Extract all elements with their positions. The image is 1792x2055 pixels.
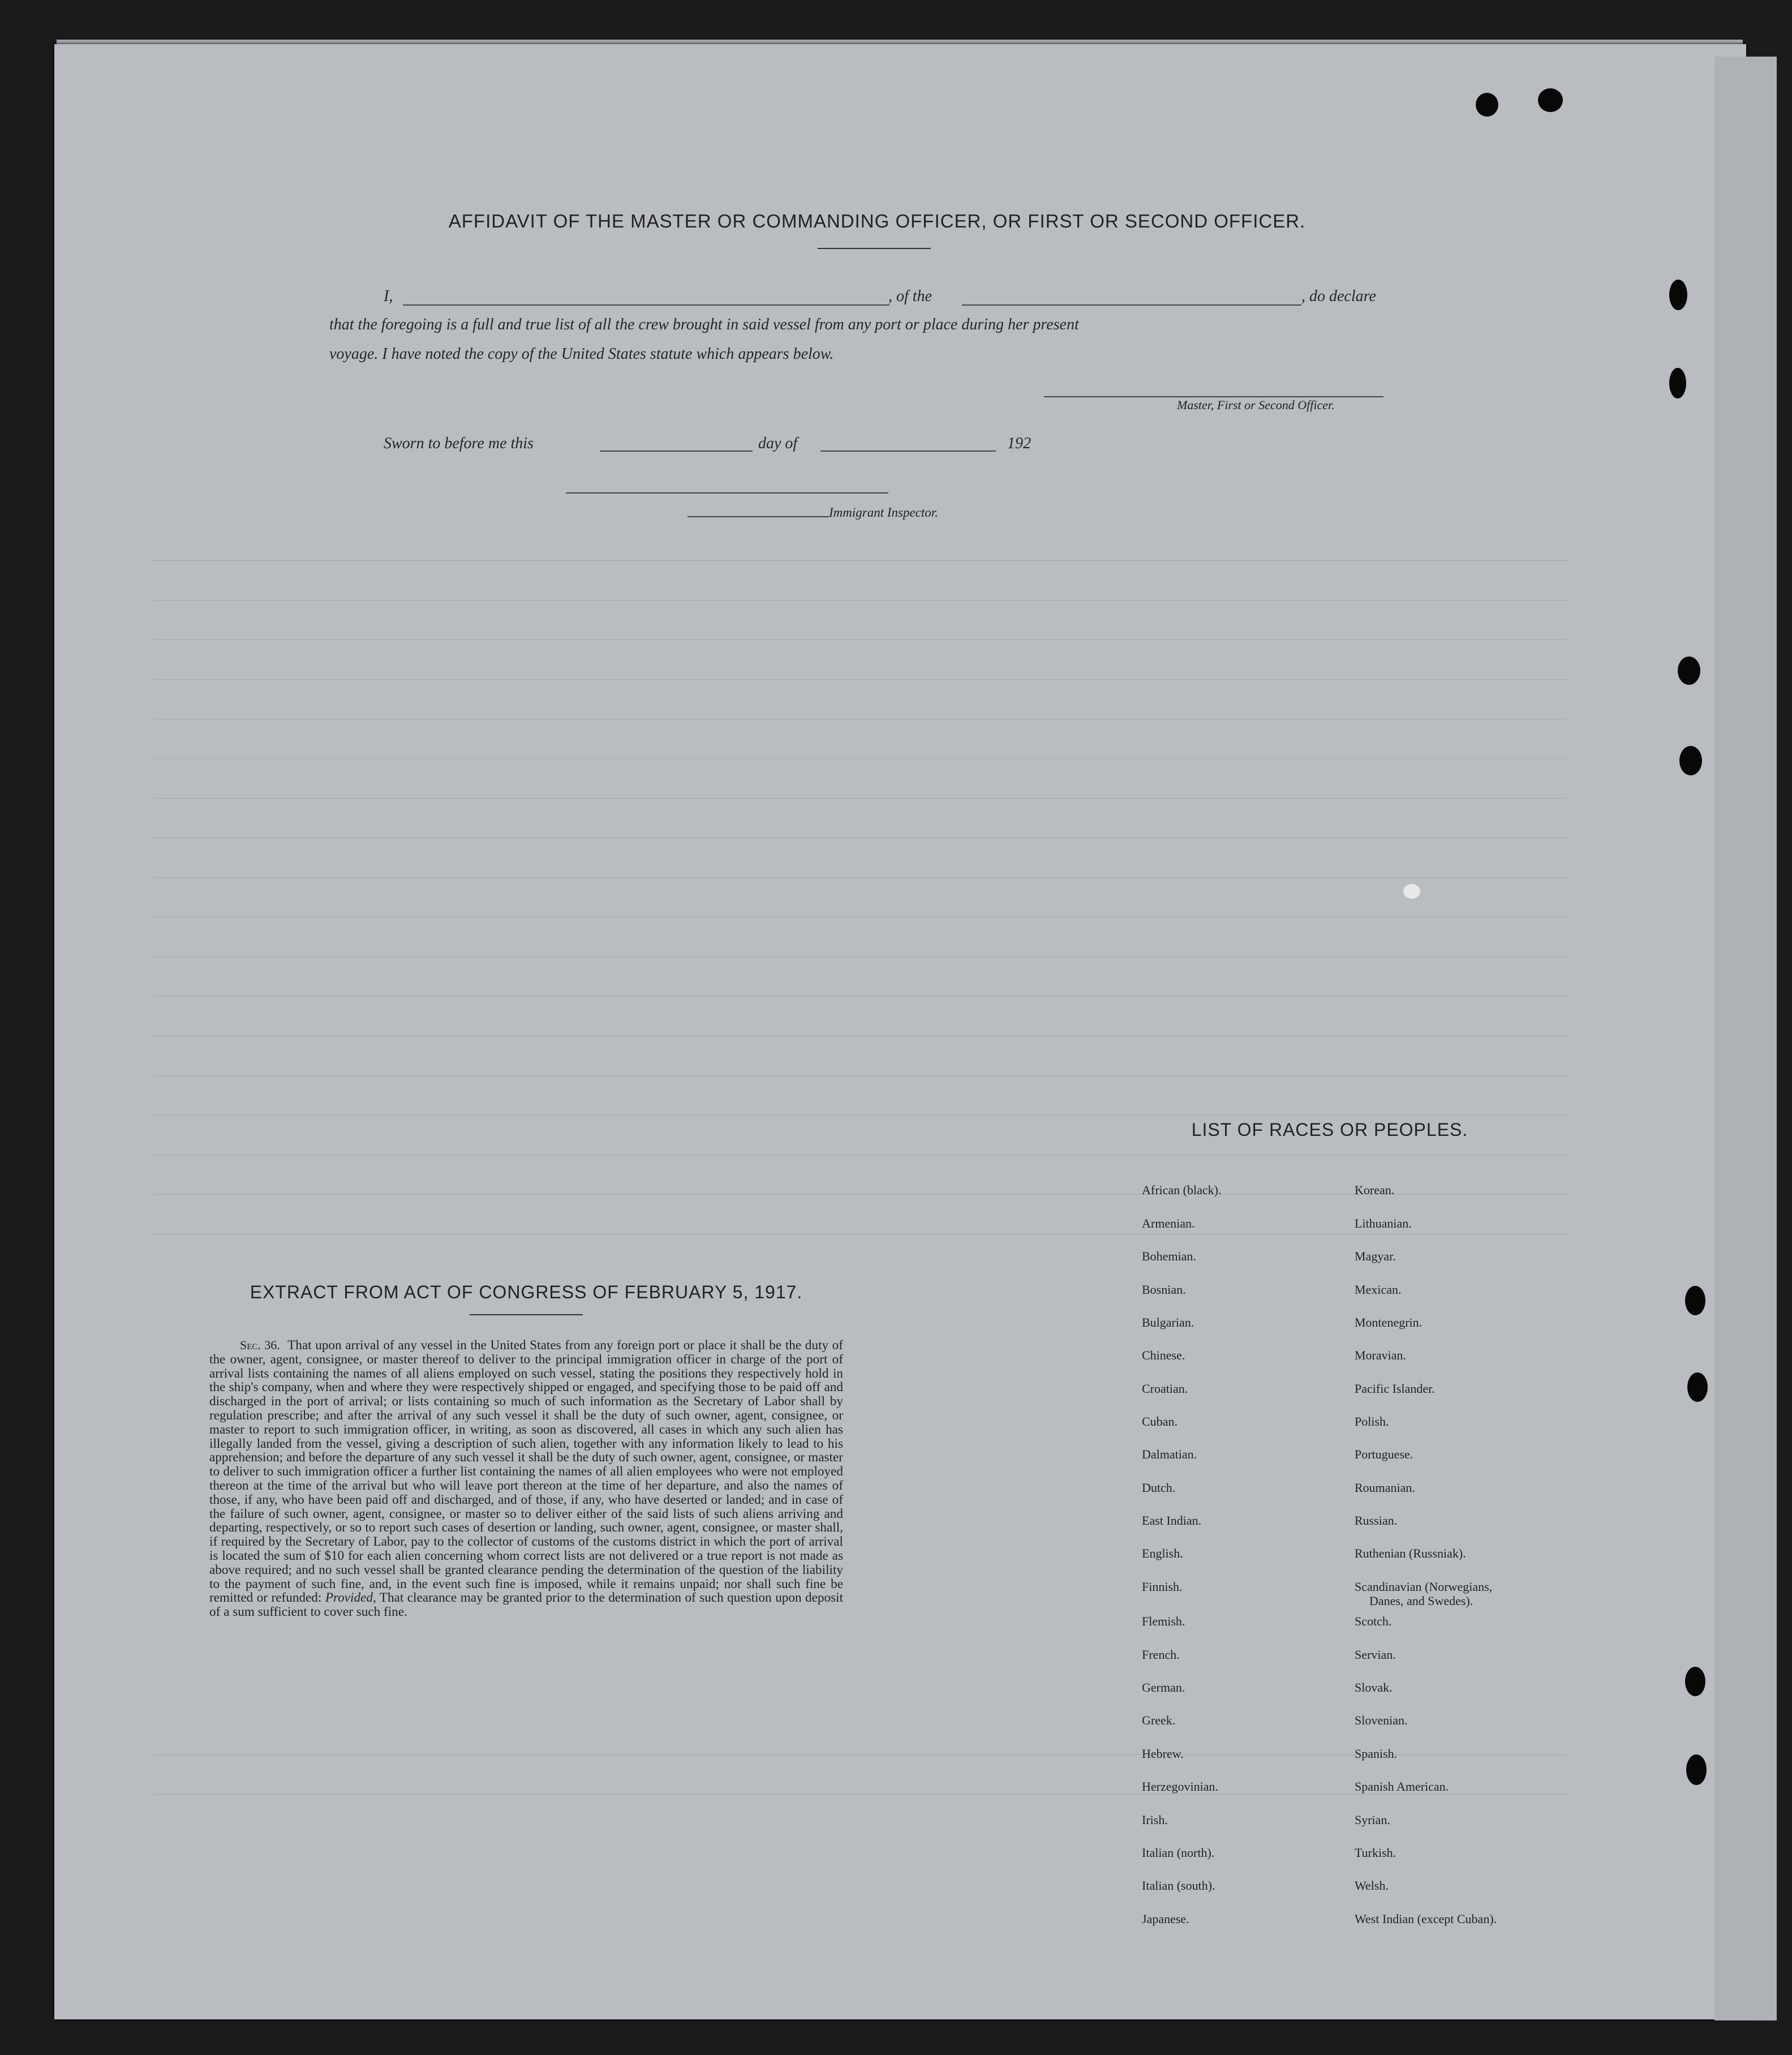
declare-suffix: , do declare bbox=[1301, 288, 1376, 305]
section-36-label: Sec. 36. bbox=[240, 1338, 280, 1352]
declarant-prefix: I, bbox=[384, 288, 393, 305]
punch-hole bbox=[1538, 88, 1563, 112]
punch-hole bbox=[1669, 280, 1687, 310]
punch-hole bbox=[1678, 657, 1700, 685]
race-item: German. bbox=[1142, 1680, 1185, 1694]
inspector-caption: Immigrant Inspector. bbox=[829, 505, 938, 520]
master-signature-field[interactable] bbox=[1044, 396, 1383, 397]
race-item: Spanish. bbox=[1355, 1747, 1398, 1761]
race-item: Bosnian. bbox=[1142, 1282, 1186, 1297]
race-item: Lithuanian. bbox=[1355, 1216, 1412, 1230]
race-item: Welsh. bbox=[1355, 1878, 1389, 1893]
race-item: Flemish. bbox=[1142, 1614, 1185, 1628]
inspector-signature-field-upper[interactable] bbox=[566, 492, 888, 494]
race-item: Italian (south). bbox=[1142, 1878, 1215, 1893]
race-item: Montenegrin. bbox=[1355, 1315, 1423, 1329]
race-item: Hebrew. bbox=[1142, 1747, 1184, 1761]
race-item: Dalmatian. bbox=[1142, 1447, 1197, 1461]
race-item: Portuguese. bbox=[1355, 1447, 1413, 1461]
section-36-text bbox=[209, 1338, 843, 1619]
race-item: Greek. bbox=[1142, 1713, 1176, 1727]
race-item: Finnish. bbox=[1142, 1580, 1183, 1594]
sworn-prefix: Sworn to before me this bbox=[384, 435, 534, 452]
race-item: Chinese. bbox=[1142, 1348, 1185, 1362]
race-item: Ruthenian (Russniak). bbox=[1355, 1546, 1466, 1560]
race-item: Dutch. bbox=[1142, 1481, 1176, 1495]
affidavit-title: AFFIDAVIT OF THE MASTER OR COMMANDING OFFICER, OR FIRST OR SECOND OFFICER. bbox=[448, 211, 1306, 231]
declaration-line-3: voyage. I have noted the copy of the United States statute which appears below. bbox=[329, 345, 834, 363]
master-signature-caption: Master, First or Second Officer. bbox=[1177, 398, 1335, 412]
races-title: LIST OF RACES OR PEOPLES. bbox=[1191, 1119, 1468, 1140]
race-item: Herzegovinian. bbox=[1142, 1779, 1218, 1794]
extract-title: EXTRACT FROM ACT OF CONGRESS OF FEBRUARY 5, 1917. bbox=[250, 1282, 803, 1302]
race-item: French. bbox=[1142, 1648, 1180, 1662]
race-item: Scandinavian (Norwegians, bbox=[1355, 1580, 1493, 1594]
section-36-body: That upon arrival of any vessel in the United States from any foreign port or place it shall be the duty of the owner, agent, consignee, or master thereof to deliver to the principal immigration officer in charge of the port of arrival lists containing the names of all aliens employed on such vessel, stating the positions they respectively hold in the ship's company, when and where they were respectively shipped or engaged, and specifying those to be paid off and discharged in the port of arrival; or lists containing so much of such information as the Secretary of Labor shall by regulation prescribe; and after the arrival of any such vessel it shall be the duty of such owner, agent, consignee, or master to report to such immigration officer, in writing, as soon as discovered, all cases in which any such alien has illegally landed from the vessel, giving a description of such alien, together with any information likely to lead to his apprehension; and before the departure of any such vessel it shall be the duty of such owner, agent, consignee, or master to deliver to such immigration officer a further list containing the names of all alien employees who were not employed thereon at the time of the arrival but who will leave port thereon at the time of her departure, and also the names of those, if any, who have been paid off and discharged, and of those, if any, who have deserted or landed; and in case of the failure of such owner, agent, consignee, or master so to deliver either of the said lists of such aliens arriving and departing, respectively, or so to report such cases of desertion or landing, such owner, agent, consignee, or master shall, if required by the Secretary of Labor, pay to the collector of customs of the customs district in which the port of arrival is located the sum of $10 for each alien concerning whom correct lists are not delivered or a true report is not made as above required; and no such vessel shall be granted clearance pending the determination of the question of the liability to the payment of such fine, and, in the event such fine is imposed, while it remains unpaid; nor shall such fine be remitted or refunded: bbox=[209, 1338, 844, 1606]
punch-hole bbox=[1685, 1667, 1705, 1696]
race-item: West Indian (except Cuban). bbox=[1355, 1912, 1497, 1926]
race-item: Armenian. bbox=[1142, 1216, 1195, 1230]
provided-clause-label: Provided, bbox=[325, 1590, 376, 1606]
punch-hole bbox=[1679, 746, 1702, 775]
race-item: Bulgarian. bbox=[1142, 1315, 1194, 1329]
sworn-day-field[interactable] bbox=[600, 451, 753, 452]
race-item: Bohemian. bbox=[1142, 1249, 1196, 1263]
race-item: Italian (north). bbox=[1142, 1846, 1215, 1860]
punch-hole bbox=[1685, 1286, 1705, 1315]
punch-hole bbox=[1687, 1372, 1708, 1402]
race-item: English. bbox=[1142, 1546, 1183, 1560]
extract-title-rule bbox=[470, 1314, 583, 1315]
race-item: Magyar. bbox=[1355, 1249, 1396, 1263]
race-item: Cuban. bbox=[1142, 1414, 1178, 1428]
punch-hole bbox=[1476, 93, 1498, 117]
race-item: Korean. bbox=[1355, 1183, 1395, 1197]
sworn-year-label: 192 bbox=[1007, 435, 1031, 452]
affidavit-title-rule bbox=[818, 248, 931, 249]
race-item: Irish. bbox=[1142, 1813, 1168, 1827]
race-item: Turkish. bbox=[1355, 1846, 1396, 1860]
race-item: Pacific Islander. bbox=[1355, 1382, 1435, 1396]
document-page bbox=[54, 44, 1746, 2019]
declarant-name-field[interactable] bbox=[403, 304, 889, 306]
race-item: Roumanian. bbox=[1355, 1481, 1415, 1495]
race-item: East Indian. bbox=[1142, 1513, 1202, 1528]
race-item: Scotch. bbox=[1355, 1614, 1392, 1628]
punch-hole bbox=[1669, 368, 1686, 398]
race-item: Japanese. bbox=[1142, 1912, 1189, 1926]
page-right-strip bbox=[1714, 57, 1777, 2020]
race-item: Slovak. bbox=[1355, 1680, 1393, 1694]
vessel-name-field[interactable] bbox=[962, 304, 1301, 306]
race-item: Croatian. bbox=[1142, 1382, 1188, 1396]
inspector-signature-field[interactable] bbox=[687, 516, 829, 517]
sworn-month-field[interactable] bbox=[820, 451, 996, 452]
vessel-prefix: , of the bbox=[888, 288, 932, 305]
race-item: Spanish American. bbox=[1355, 1779, 1449, 1794]
race-item: Syrian. bbox=[1355, 1813, 1390, 1827]
race-item: African (black). bbox=[1142, 1183, 1222, 1197]
punch-hole bbox=[1686, 1754, 1707, 1785]
race-item: Mexican. bbox=[1355, 1282, 1402, 1297]
race-item: Slovenian. bbox=[1355, 1713, 1408, 1727]
section-36-proviso: That clearance may be granted prior to the determination of such question upon deposit of a sum sufficient to cover such fine. bbox=[209, 1590, 844, 1620]
race-item: Danes, and Swedes). bbox=[1369, 1594, 1473, 1608]
declaration-line-2: that the foregoing is a full and true list of all the crew brought in said vessel from any port or place during her present bbox=[329, 316, 1079, 333]
race-item: Moravian. bbox=[1355, 1348, 1407, 1362]
race-item: Servian. bbox=[1355, 1648, 1396, 1662]
race-item: Polish. bbox=[1355, 1414, 1389, 1428]
race-item: Russian. bbox=[1355, 1513, 1398, 1528]
sworn-day-label: day of bbox=[758, 435, 798, 452]
paper-spot bbox=[1403, 884, 1420, 899]
